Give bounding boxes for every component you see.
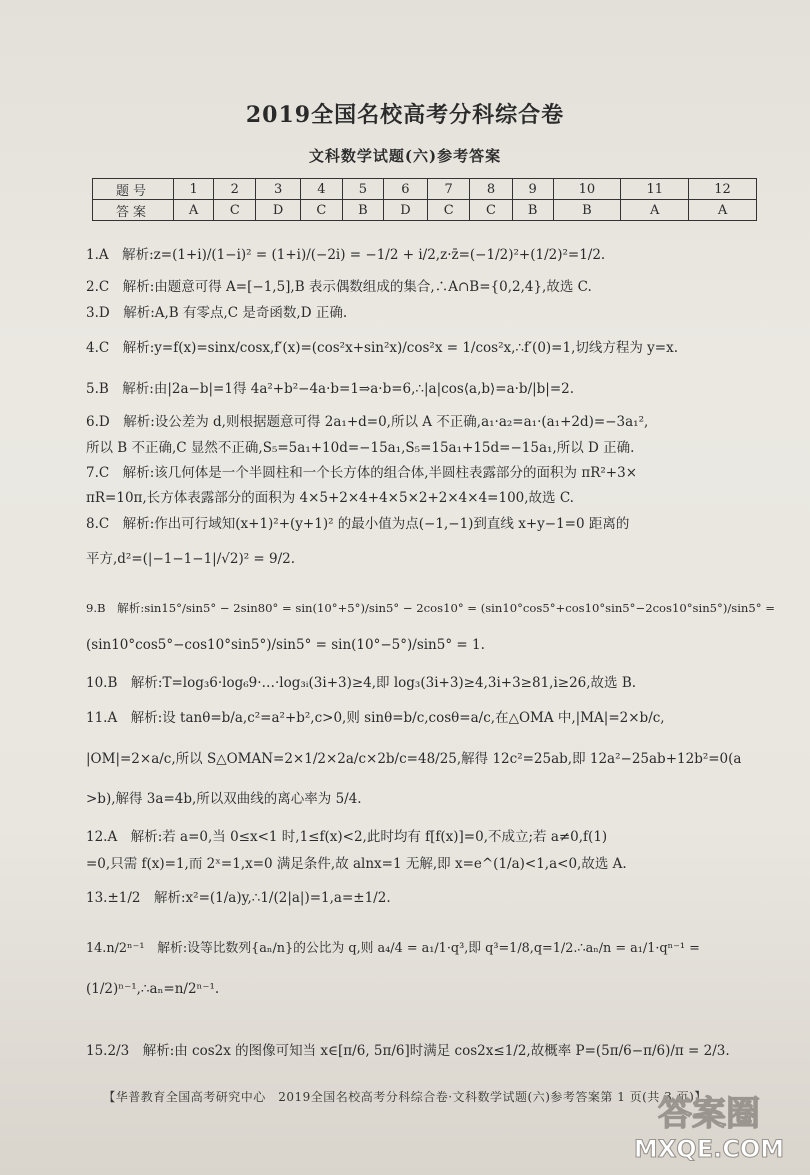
question-number: 5: [343, 179, 384, 200]
question-number: 7: [428, 179, 470, 200]
answer-cell: C: [470, 200, 512, 221]
solution-line: 7.C 解析:该几何体是一个半圆柱和一个长方体的组合体,半圆柱表露部分的面积为 πR²+3×: [86, 465, 638, 481]
watermark-line1: 答案圈: [658, 1094, 760, 1134]
answer-cell: C: [428, 200, 470, 221]
answer-cell: B: [553, 200, 621, 221]
question-number: 12: [689, 179, 757, 200]
solution-line: 3.D 解析:A,B 有零点,C 是奇函数,D 正确.: [86, 305, 348, 321]
solution-line: 11.A 解析:设 tanθ=b/a,c²=a²+b²,c>0,则 sinθ=b/c,cosθ=a/c,在△OMA 中,|MA|=2×b/c,: [86, 710, 665, 726]
answer-cell: A: [174, 200, 214, 221]
solution-line: 6.D 解析:设公差为 d,则根据题意可得 2a₁+d=0,所以 A 不正确,a₁·a₂=a₁·(a₁+2d)=−3a₁²,: [86, 414, 649, 430]
solution-line: 8.C 解析:作出可行域知(x+1)²+(y+1)² 的最小值为点(−1,−1)到直线 x+y−1=0 距离的: [86, 516, 630, 532]
solution-line: >b),解得 3a=4b,所以双曲线的离心率为 5/4.: [86, 791, 362, 807]
solution-line: 13.±1/2 解析:x²=(1/a)y,∴1/(2|a|)=1,a=±1/2.: [86, 890, 391, 906]
solution-line: 12.A 解析:若 a=0,当 0≤x<1 时,1≤f(x)<2,此时均有 f[f(x)]=0,不成立;若 a≠0,f(1): [86, 829, 608, 845]
page-title: 2019全国名校高考分科综合卷: [245, 102, 565, 128]
solution-line: 1.A 解析:z=(1+i)/(1−i)² = (1+i)/(−2i) = −1/2 + i/2,z·z̄=(−1/2)²+(1/2)²=1/2.: [86, 247, 606, 263]
solution-line: |OM|=2×a/c,所以 S△OMAN=2×1/2×2a/c×2b/c=48/25,解得 12c²=25ab,即 12a²−25ab+12b²=0(a: [86, 751, 742, 767]
answer-cell: D: [256, 200, 300, 221]
question-number: 9: [512, 179, 553, 200]
answer-cell: C: [214, 200, 256, 221]
solution-line: (sin10°cos5°−cos10°sin5°)/sin5° = sin(10°−5°)/sin5° = 1.: [86, 637, 485, 653]
solution-line: 4.C 解析:y=f(x)=sinx/cosx,f′(x)=(cos²x+sin²x)/cos²x = 1/cos²x,∴f′(0)=1,切线方程为 y=x.: [86, 340, 679, 356]
question-number: 10: [553, 179, 621, 200]
solution-line: πR=10π,长方体表露部分的面积为 4×5+2×4+4×5×2+2×4×4=100,故选 C.: [86, 490, 574, 506]
answer-cell: A: [689, 200, 757, 221]
solution-line: 5.B 解析:由|2a−b|=1得 4a²+b²−4a·b=1⇒a·b=6,∴|a|cos⟨a,b⟩=a·b/|b|=2.: [86, 381, 575, 397]
solution-line: (1/2)ⁿ⁻¹,∴aₙ=n/2ⁿ⁻¹.: [86, 981, 220, 997]
solution-line: =0,只需 f(x)=1,而 2ˣ=1,x=0 满足条件,故 alnx=1 无解,即 x=e^(1/a)<1,a<0,故选 A.: [86, 856, 627, 872]
answer-cell: B: [512, 200, 553, 221]
page-subtitle: 文科数学试题(六)参考答案: [308, 147, 502, 165]
solution-line: 10.B 解析:T=log₃6·log₆9·…·log₃ᵢ(3i+3)≥4,即 log₃(3i+3)≥4,3i+3≥81,i≥26,故选 B.: [86, 675, 637, 691]
solution-line: 平方,d²=(|−1−1−1|/√2)² = 9/2.: [86, 551, 296, 567]
question-number: 4: [300, 179, 342, 200]
solution-line: 14.n/2ⁿ⁻¹ 解析:设等比数列{aₙ/n}的公比为 q,则 a₄/4 = a₁/1·q³,即 q³=1/8,q=1/2.∴aₙ/n = a₁/1·qⁿ⁻¹ =: [86, 941, 700, 956]
question-number: 11: [621, 179, 689, 200]
question-number: 8: [470, 179, 512, 200]
page-footer: 【华普教育全国高考研究中心 2019全国名校高考分科综合卷·文科数学试题(六)参考答案第 1 页(共 3 页)】: [103, 1090, 707, 1104]
answer-cell: B: [343, 200, 384, 221]
answer-row: [93, 200, 757, 221]
watermark-line2: MXQE.COM: [634, 1135, 784, 1163]
question-number: 1: [174, 179, 214, 200]
question-number: 6: [383, 179, 427, 200]
solution-line: 9.B 解析:sin15°/sin5° − 2sin80° = sin(10°+5°)/sin5° − 2cos10° = (sin10°cos5°+cos10°sin5°−2cos10°sin5°)/sin5° =: [86, 601, 775, 615]
answer-cell: A: [621, 200, 689, 221]
solution-line: 15.2/3 解析:由 cos2x 的图像可知当 x∈[π/6, 5π/6]时满足 cos2x≤1/2,故概率 P=(5π/6−π/6)/π = 2/3.: [86, 1043, 730, 1059]
question-number: 2: [214, 179, 256, 200]
site-watermark-logo: [634, 1083, 784, 1165]
row-label: 题号: [93, 179, 174, 200]
answer-cell: C: [300, 200, 342, 221]
row-label: 答案: [93, 200, 174, 221]
solution-line: 2.C 解析:由题意可得 A=[−1,5],B 表示偶数组成的集合,∴A∩B={0,2,4},故选 C.: [86, 279, 592, 295]
question-number-row: [93, 179, 757, 200]
answer-cell: D: [383, 200, 427, 221]
solution-line: 所以 B 不正确,C 显然不正确,S₅=5a₁+10d=−15a₁,S₅=15a₁+15d=−15a₁,所以 D 正确.: [86, 440, 635, 456]
answer-key-table: [92, 178, 757, 221]
question-number: 3: [256, 179, 300, 200]
